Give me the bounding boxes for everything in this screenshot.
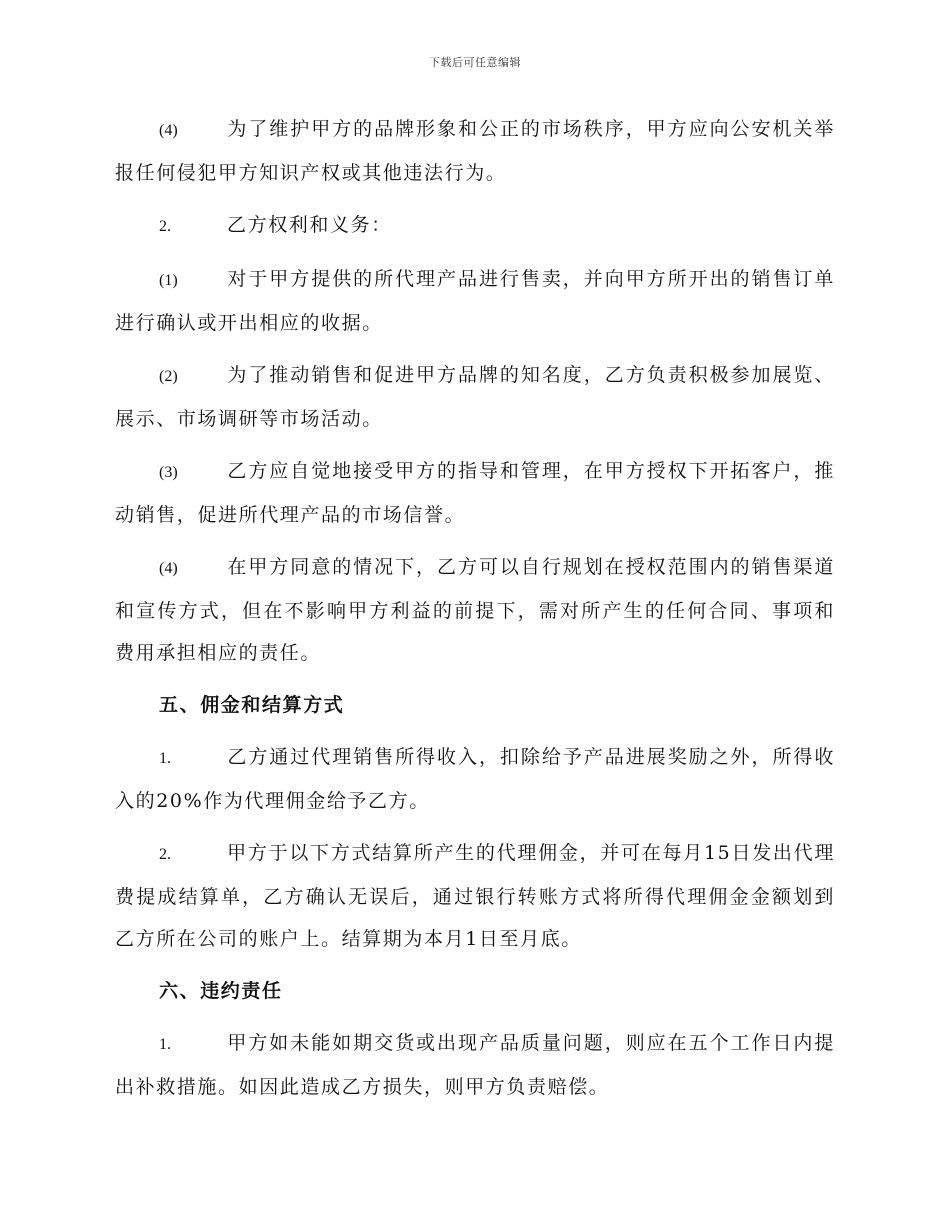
clause-text: 乙方应自觉地接受甲方的指导和管理，在甲方授权下开拓客户，推动销售，促进所代理产品的市场信誉。 <box>115 460 835 526</box>
section-heading-liability: 六、违约责任 <box>159 980 283 1002</box>
clause-party-b-4 <box>115 546 835 674</box>
clause-text: 乙方权利和义务： <box>227 214 392 236</box>
clause-number: (2) <box>159 368 178 385</box>
clause-number: 1. <box>159 1036 171 1053</box>
clause-text: 甲方于以下方式结算所产生的代理佣金，并可在每月15日发出代理费提成结算单，乙方确认无误后，通过银行转账方式将所得代理佣金金额划到乙方所在公司的账户上。结算期为本月1日至月底。 <box>115 842 835 950</box>
clause-number: 2. <box>159 846 171 863</box>
section-party-b-rights <box>115 204 835 248</box>
clause-text: 为了推动销售和促进甲方品牌的知名度，乙方负责积极参加展览、展示、市场调研等市场活动。 <box>115 364 835 430</box>
clause-party-b-1 <box>115 258 835 344</box>
clause-text: 在甲方同意的情况下，乙方可以自行规划在授权范围内的销售渠道和宣传方式，但在不影响甲方利益的前提下，需对所产生的任何合同、事项和费用承担相应的责任。 <box>115 556 835 664</box>
document-body <box>115 108 835 1118</box>
clause-number: (1) <box>159 272 178 289</box>
clause-liability-1 <box>115 1022 835 1108</box>
clause-party-a-4 <box>115 108 835 194</box>
clause-text: 甲方如未能如期交货或出现产品质量问题，则应在五个工作日内提出补救措施。如因此造成乙方损失，则甲方负责赔偿。 <box>115 1032 835 1098</box>
page-header: 下载后可任意编辑 <box>429 56 521 69</box>
section-heading-commission: 五、佣金和结算方式 <box>159 694 345 716</box>
clause-number: 1. <box>159 750 171 767</box>
clause-party-b-2 <box>115 354 835 440</box>
clause-number: 2. <box>159 218 171 235</box>
clause-text: 为了维护甲方的品牌形象和公正的市场秩序，甲方应向公安机关举报任何侵犯甲方知识产权或其他违法行为。 <box>115 118 835 184</box>
clause-commission-2 <box>115 832 835 960</box>
clause-number: (4) <box>159 560 178 577</box>
clause-number: (4) <box>159 122 178 139</box>
clause-text: 乙方通过代理销售所得收入，扣除给予产品进展奖励之外，所得收入的20%作为代理佣金给予乙方。 <box>115 746 835 812</box>
clause-text: 对于甲方提供的所代理产品进行售卖，并向甲方所开出的销售订单进行确认或开出相应的收据。 <box>115 268 835 334</box>
clause-number: (3) <box>159 464 178 481</box>
clause-commission-1 <box>115 736 835 822</box>
clause-party-b-3 <box>115 450 835 536</box>
